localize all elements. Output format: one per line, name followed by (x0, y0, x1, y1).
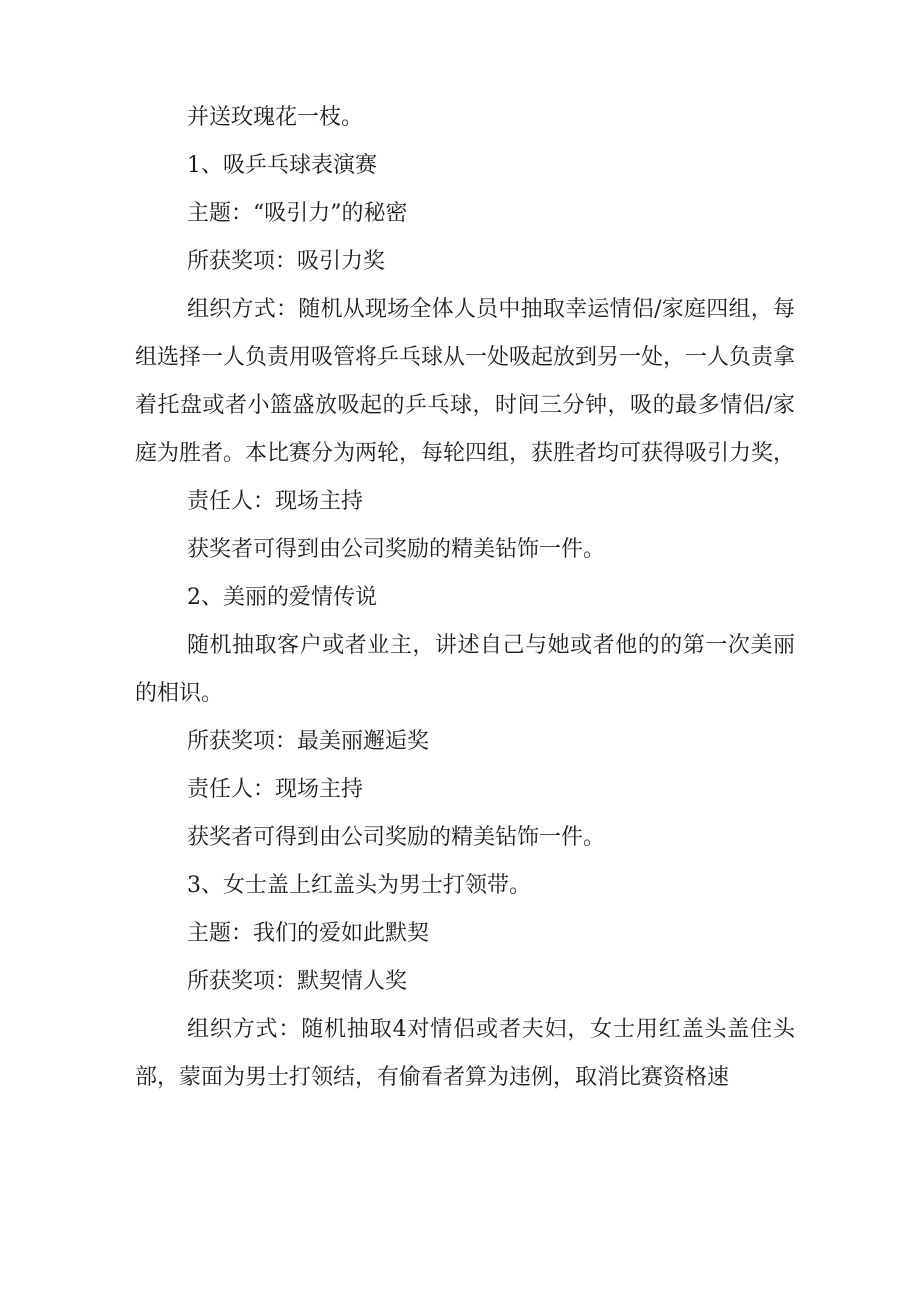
paragraph-award-tacit: 所获奖项：默契情人奖 (187, 969, 408, 994)
paragraph-rose-gift: 并送玫瑰花一枝。 (187, 105, 364, 130)
paragraph-first-meeting-story: 随机抽取客户或者业主，讲述自己与她或者他的的第一次美丽的相识。 (135, 633, 795, 706)
paragraph-prize-diamond-2: 获奖者可得到由公司奖励的精美钻饰一件。 (187, 825, 606, 850)
paragraph-theme-attraction: 主题：“吸引力”的秘密 (187, 201, 408, 226)
paragraph-prize-diamond-1: 获奖者可得到由公司奖励的精美钻饰一件。 (187, 537, 606, 562)
heading-love-legend: 2、美丽的爱情传说 (187, 585, 377, 610)
paragraph-theme-tacit: 主题：我们的爱如此默契 (187, 921, 430, 946)
paragraph-award-attraction: 所获奖项：吸引力奖 (187, 249, 386, 274)
paragraph-organization-red-veil: 组织方式：随机抽取4对情侣或者夫妇，女士用红盖头盖住头部，蒙面为男士打领结，有偷看者算为违例，取消比赛资格速 (135, 1017, 795, 1090)
paragraph-organization-pingpong: 组织方式：随机从现场全体人员中抽取幸运情侣/家庭四组，每组选择一人负责用吸管将乒乓球从一处吸起放到另一处，一人负责拿着托盘或者小篮盛放吸起的乒乓球，时间三分钟，吸的最多情侣/家庭为胜者。本比赛分为两轮，每轮四组，获胜者均可获得吸引力奖， (135, 297, 796, 466)
heading-red-veil-tie: 3、女士盖上红盖头为男士打领带。 (187, 873, 531, 898)
heading-pingpong-contest: 1、吸乒乓球表演赛 (187, 153, 377, 178)
paragraph-responsible-host-2: 责任人：现场主持 (187, 777, 364, 802)
document-body (135, 94, 795, 1102)
paragraph-award-encounter: 所获奖项：最美丽邂逅奖 (187, 729, 430, 754)
paragraph-responsible-host-1: 责任人：现场主持 (187, 489, 364, 514)
